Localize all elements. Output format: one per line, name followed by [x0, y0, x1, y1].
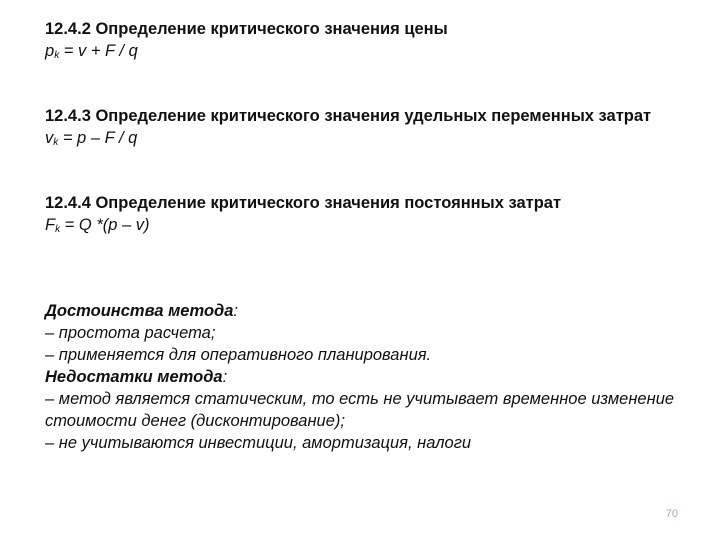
section-critical-variable-costs — [45, 105, 685, 149]
advantages-title — [45, 300, 685, 322]
advantage-item: – простота расчета; — [45, 324, 216, 342]
disadvantage-item: – не учитываются инвестиции, амортизация, налоги — [45, 434, 472, 452]
formula-variable: v — [45, 129, 54, 147]
formula — [45, 214, 685, 236]
section-critical-price — [45, 18, 685, 62]
disadvantages-title-colon: : — [222, 368, 228, 386]
formula-variable: F — [45, 216, 56, 234]
page-number: 70 — [665, 508, 678, 520]
section-heading: 12.4.2 Определение критического значения цены — [45, 20, 448, 38]
method-evaluation — [45, 300, 685, 454]
formula-expression: = v + F / q — [59, 42, 138, 60]
section-critical-fixed-costs — [45, 192, 685, 236]
formula-subscript: k — [55, 224, 61, 235]
section-heading: 12.4.3 Определение критического значения удельных переменных затрат — [45, 107, 652, 125]
disadvantages-title-text: Недостатки метода — [45, 368, 223, 386]
formula-variable: p — [45, 42, 55, 60]
advantage-item: – применяется для оперативного планирования. — [45, 346, 432, 364]
advantages-title-text: Достоинства метода — [45, 302, 234, 320]
formula — [45, 40, 685, 62]
advantages-title-colon: : — [233, 302, 238, 320]
formula-subscript: k — [54, 50, 60, 61]
section-heading: 12.4.4 Определение критического значения постоянных затрат — [45, 194, 562, 212]
formula — [45, 127, 685, 149]
disadvantage-item: – метод является статическим, то есть не учитывает временное изменение стоимости денег (дисконтирование); — [45, 390, 675, 430]
formula-expression: = Q *(p – v) — [60, 216, 150, 234]
disadvantages-title — [45, 366, 685, 388]
formula-expression: = p – F / q — [58, 129, 138, 147]
formula-subscript: k — [53, 137, 59, 148]
